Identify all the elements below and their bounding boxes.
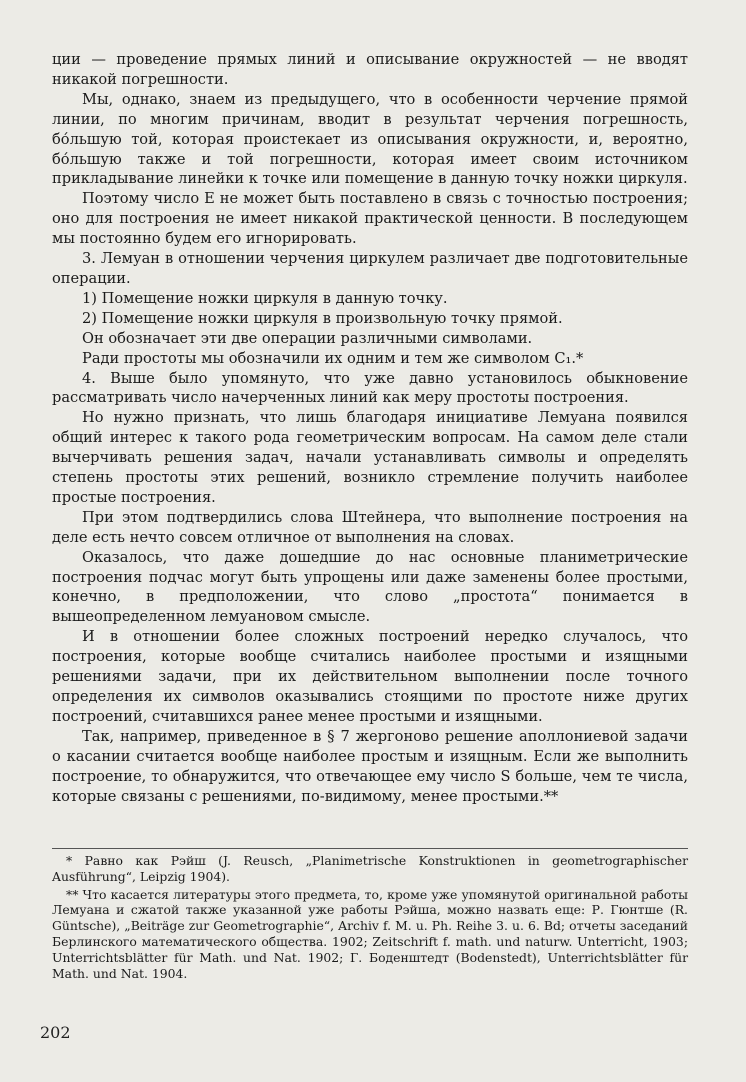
- paragraph: Поэтому число E не может быть поставлено в связь с точностью построения; оно для построения не имеет никакой практической ценности. В последующем мы постоянно будем его игнорировать.: [52, 190, 688, 248]
- footnotes: [52, 848, 688, 983]
- paragraph: 3. Лемуан в отношении черчения циркулем различает две подготовительные операции.: [52, 250, 688, 287]
- paragraph: Он обозначает эти две операции различными символами.: [82, 329, 533, 347]
- paragraph: 2) Помещение ножки циркуля в произвольную точку прямой.: [82, 309, 563, 327]
- paragraph: 1) Помещение ножки циркуля в данную точку.: [82, 289, 448, 307]
- paragraph: И в отношении более сложных построений нередко случалось, что построения, которые вообще считались наиболее простыми и изящными решениями задачи, при их действительном выполнении после точного определения их символов оказывались стоящими по простоте ниже других построений, считавшихся ранее менее простыми и изящными.: [52, 628, 688, 725]
- paragraph: Но нужно признать, что лишь благодаря инициативе Лемуана появился общий интерес к такого рода геометрическим вопросам. На самом деле стали вычерчивать решения задач, начали устанавливать символы и определять степень простоты этих решений, возникло стремление получить наиболее простые построения.: [52, 409, 688, 506]
- paragraph: ции — проведение прямых линий и описывание окружностей — не вводят никакой погрешности.: [52, 51, 688, 88]
- paragraph: 4. Выше было упомянуто, что уже давно установилось обыкновение рассматривать число начерченных линий как меру простоты построения.: [52, 369, 688, 407]
- paragraph: Ради простоты мы обозначили их одним и тем же символом C₁.*: [82, 349, 584, 367]
- paragraph: Оказалось, что даже дошедшие до нас основные планиметрические построения подчас могут быть упрощены или даже заменены более простыми, конечно, в предположении, что слово „простота“ понимается в вышеопределенном лемуановом смысле.: [52, 548, 688, 626]
- page-number: 202: [40, 1023, 71, 1042]
- footnote: * Равно как Рэйш (J. Reusch, „Planimetrische Konstruktionen in geometrographischer Ausführung“, Leipzig 1904).: [52, 853, 688, 884]
- paragraph: Так, например, приведенное в § 7 жергоново решение аполлониевой задачи о касании считается вообще наиболее простым и изящным. Если же выполнить построение, то обнаружится, что отвечающее ему число S больше, чем те числа, которые связаны с решениями, по-видимому, менее простыми.**: [52, 727, 688, 805]
- paragraph: При этом подтвердились слова Штейнера, что выполнение построения на деле есть нечто совсем отличное от выполнения на словах.: [52, 508, 688, 546]
- paragraph: Мы, однако, знаем из предыдущего, что в особенности черчение прямой линии, по многим причинам, вводит в результат черчения погрешность, бо́льшую той, которая проистекает из описывания окружности, и, вероятно, бо́льшую также и той погрешности, которая имеет своим источником прикладывание линейки к точке или помещение в данную точку ножки циркуля.: [52, 90, 688, 188]
- main-text: [52, 50, 688, 806]
- footnote: ** Что касается литературы этого предмета, то, кроме уже упомянутой оригинальной работы Лемуана и сжатой также указанной уже работы Рэйша, можно назвать еще: Р. Гюнтше (R. Güntsche), „Beiträge zur Geometrographie“, Archiv f. M. u. Ph. Reihe 3. u. 6. Bd; отчеты заседаний Берлинского математического общества. 1902; Zeitschrift f. math. und naturw. Unterricht, 1903; Unterrichtsblätter für Math. und Nat. 1902; Г. Боденштедт (Bodenstedt), Unterrichtsblätter für Math. und Nat. 1904.: [52, 886, 688, 981]
